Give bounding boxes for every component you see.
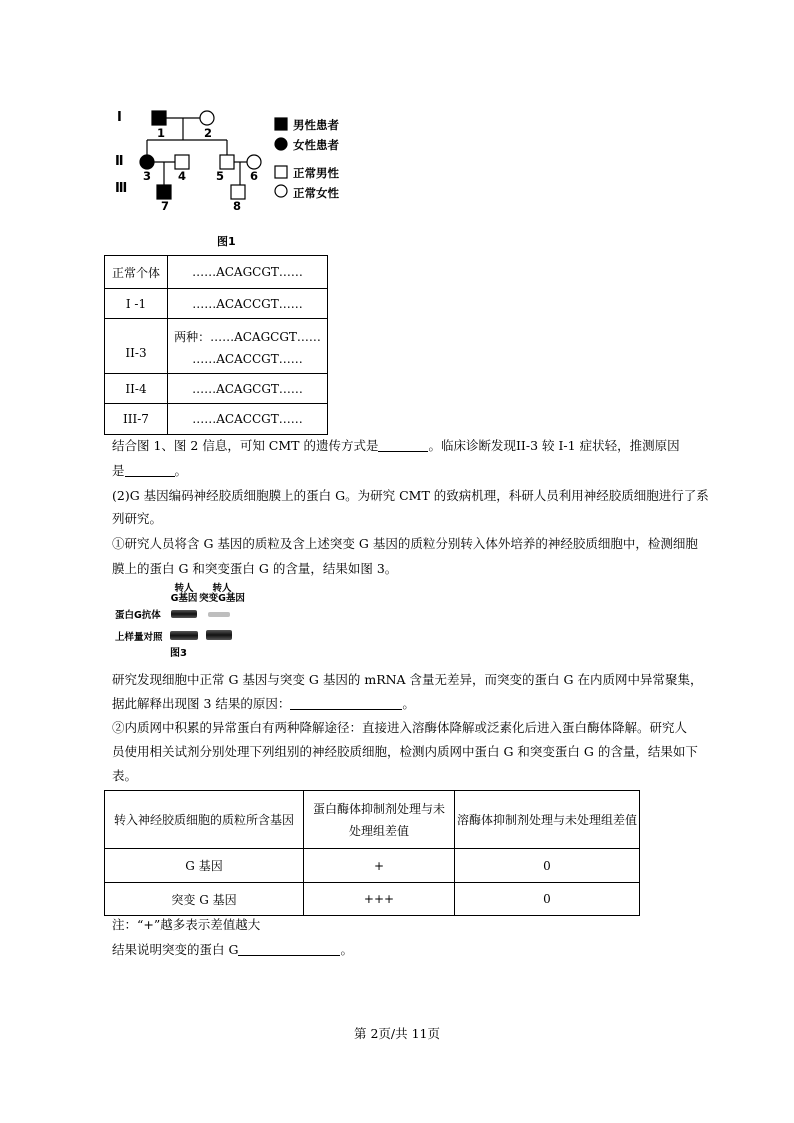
text-fragment: 。	[402, 696, 415, 711]
question-line	[112, 943, 353, 957]
blot-row-1-label: 蛋白G抗体	[115, 610, 161, 621]
blot-column-2-header	[198, 584, 246, 604]
blot-col1-line2: G基因	[170, 593, 198, 604]
seq-line-1: 两种：……ACAGCGT……	[174, 330, 321, 344]
results-cell-protease: +	[304, 849, 455, 883]
paragraph-line: 研究发现细胞中正常 G 基因与突变 G 基因的 mRNA 含量无差异，而突变的蛋白 G 在内质网中异常聚集，	[112, 672, 703, 687]
seq-row-value: ……ACAGCGT……	[168, 256, 328, 289]
individual-7-affected-male	[157, 185, 171, 199]
individual-label: 5	[216, 169, 225, 183]
answer-blank[interactable]	[125, 464, 175, 477]
seq-row-value: ……ACACCGT……	[168, 404, 328, 435]
individual-label: 2	[204, 126, 213, 140]
legend-affected-female: 女性患者	[293, 138, 339, 152]
blot-band-mutant-g	[208, 612, 230, 617]
results-cell-lysosome: 0	[455, 849, 640, 883]
seq-row-label: 正常个体	[105, 256, 168, 289]
individual-label: 8	[233, 199, 242, 213]
blot-row-2-label: 上样量对照	[115, 632, 163, 643]
text-fragment: 。	[174, 463, 188, 478]
individual-4-normal-male	[175, 155, 189, 169]
blot-col2-line2: 突变G基因	[199, 593, 245, 604]
figure-3-caption: 图3	[170, 648, 187, 659]
results-cell-gene: 突变 G 基因	[105, 883, 304, 916]
blot-column-1-header	[169, 584, 199, 604]
paragraph-line: ①研究人员将含 G 基因的质粒及含上述突变 G 基因的质粒分别转入体外培养的神经胶质细胞中，检测细胞	[112, 536, 698, 551]
individual-label: 3	[143, 169, 152, 183]
question-line	[112, 697, 415, 711]
results-table	[104, 790, 640, 916]
blot-col2-line1: 转人	[212, 583, 232, 594]
seq-line-2: ……ACACCGT……	[192, 352, 303, 366]
text-fragment: 结果说明突变的蛋白 G	[112, 942, 239, 957]
seq-row-value: ……ACAGCGT……	[168, 374, 328, 404]
sequence-table	[104, 255, 328, 435]
generation-label-2: Ⅱ	[115, 154, 124, 169]
legend-affected-male: 男性患者	[293, 118, 339, 132]
western-blot-image	[168, 606, 238, 644]
individual-label: 7	[161, 199, 170, 213]
seq-row-label: II-3	[105, 319, 168, 374]
results-cell-protease: +++	[304, 883, 455, 916]
individual-8-normal-male	[231, 185, 245, 199]
results-header: 蛋白酶体抑制剂处理与未处理组差值	[304, 791, 455, 849]
legend-normal-female: 正常女性	[293, 186, 339, 200]
text-fragment: 。	[340, 942, 353, 957]
legend-normal-female-icon	[275, 185, 287, 197]
figure-1-caption: 图1	[217, 235, 236, 248]
text-fragment: 。临床诊断发现II-3 较 I-1 症状轻，推测原因	[428, 438, 680, 453]
table-note: 注：“+”越多表示差值越大	[112, 917, 261, 932]
seq-row-label: I -1	[105, 289, 168, 319]
generation-label-3: Ⅲ	[115, 181, 128, 196]
results-cell-gene: G 基因	[105, 849, 304, 883]
question-line	[112, 464, 187, 478]
results-header: 转入神经胶质细胞的质粒所含基因	[105, 791, 304, 849]
legend-normal-male-icon	[275, 166, 287, 178]
legend-affected-female-icon	[275, 138, 287, 150]
blot-band-loading-2	[206, 630, 232, 640]
individual-label: 4	[178, 169, 187, 183]
paragraph-line: 员使用相关试剂分别处理下列组别的神经胶质细胞，检测内质网中蛋白 G 和突变蛋白 G 的含量，结果如下	[112, 744, 698, 759]
individual-2-normal-female	[200, 111, 214, 125]
blot-band-g	[171, 610, 197, 618]
legend-normal-male: 正常男性	[293, 166, 339, 180]
paragraph-line: 表。	[112, 768, 138, 783]
answer-blank[interactable]	[290, 697, 402, 710]
text-fragment: 是	[112, 463, 125, 478]
page-footer: 第 2页/共 11页	[353, 1026, 441, 1041]
text-fragment: 结合图 1、图 2 信息，可知 CMT 的遗传方式是	[112, 438, 379, 453]
paragraph-line: ②内质网中积累的异常蛋白有两种降解途径：直接进入溶酶体降解或泛素化后进入蛋白酶体降解。研究人	[112, 720, 688, 735]
question-line	[112, 439, 680, 453]
paragraph-line: 膜上的蛋白 G 和突变蛋白 G 的含量，结果如图 3。	[112, 561, 398, 576]
text-fragment: 据此解释出现图 3 结果的原因：	[112, 696, 291, 711]
results-header: 溶酶体抑制剂处理与未处理组差值	[455, 791, 640, 849]
individual-label: 1	[157, 126, 166, 140]
generation-label-1: Ⅰ	[117, 110, 122, 125]
results-cell-lysosome: 0	[455, 883, 640, 916]
blot-band-loading-1	[170, 631, 198, 640]
individual-1-affected-male	[152, 111, 166, 125]
seq-row-value-double	[168, 319, 328, 374]
individual-6-normal-female	[247, 155, 261, 169]
paragraph-line: 列研究。	[112, 511, 163, 526]
individual-3-affected-female	[140, 155, 154, 169]
blot-col1-line1: 转人	[174, 583, 194, 594]
answer-blank[interactable]	[238, 943, 340, 956]
individual-5-normal-male	[220, 155, 234, 169]
paragraph-line: (2)G 基因编码神经胶质细胞膜上的蛋白 G。为研究 CMT 的致病机理，科研人员利用神经胶质细胞进行了系	[112, 488, 709, 503]
answer-blank[interactable]	[378, 439, 428, 452]
seq-row-value: ……ACACCGT……	[168, 289, 328, 319]
individual-label: 6	[250, 169, 259, 183]
legend-affected-male-icon	[275, 118, 287, 130]
seq-row-label: II-4	[105, 374, 168, 404]
seq-row-label: III-7	[105, 404, 168, 435]
